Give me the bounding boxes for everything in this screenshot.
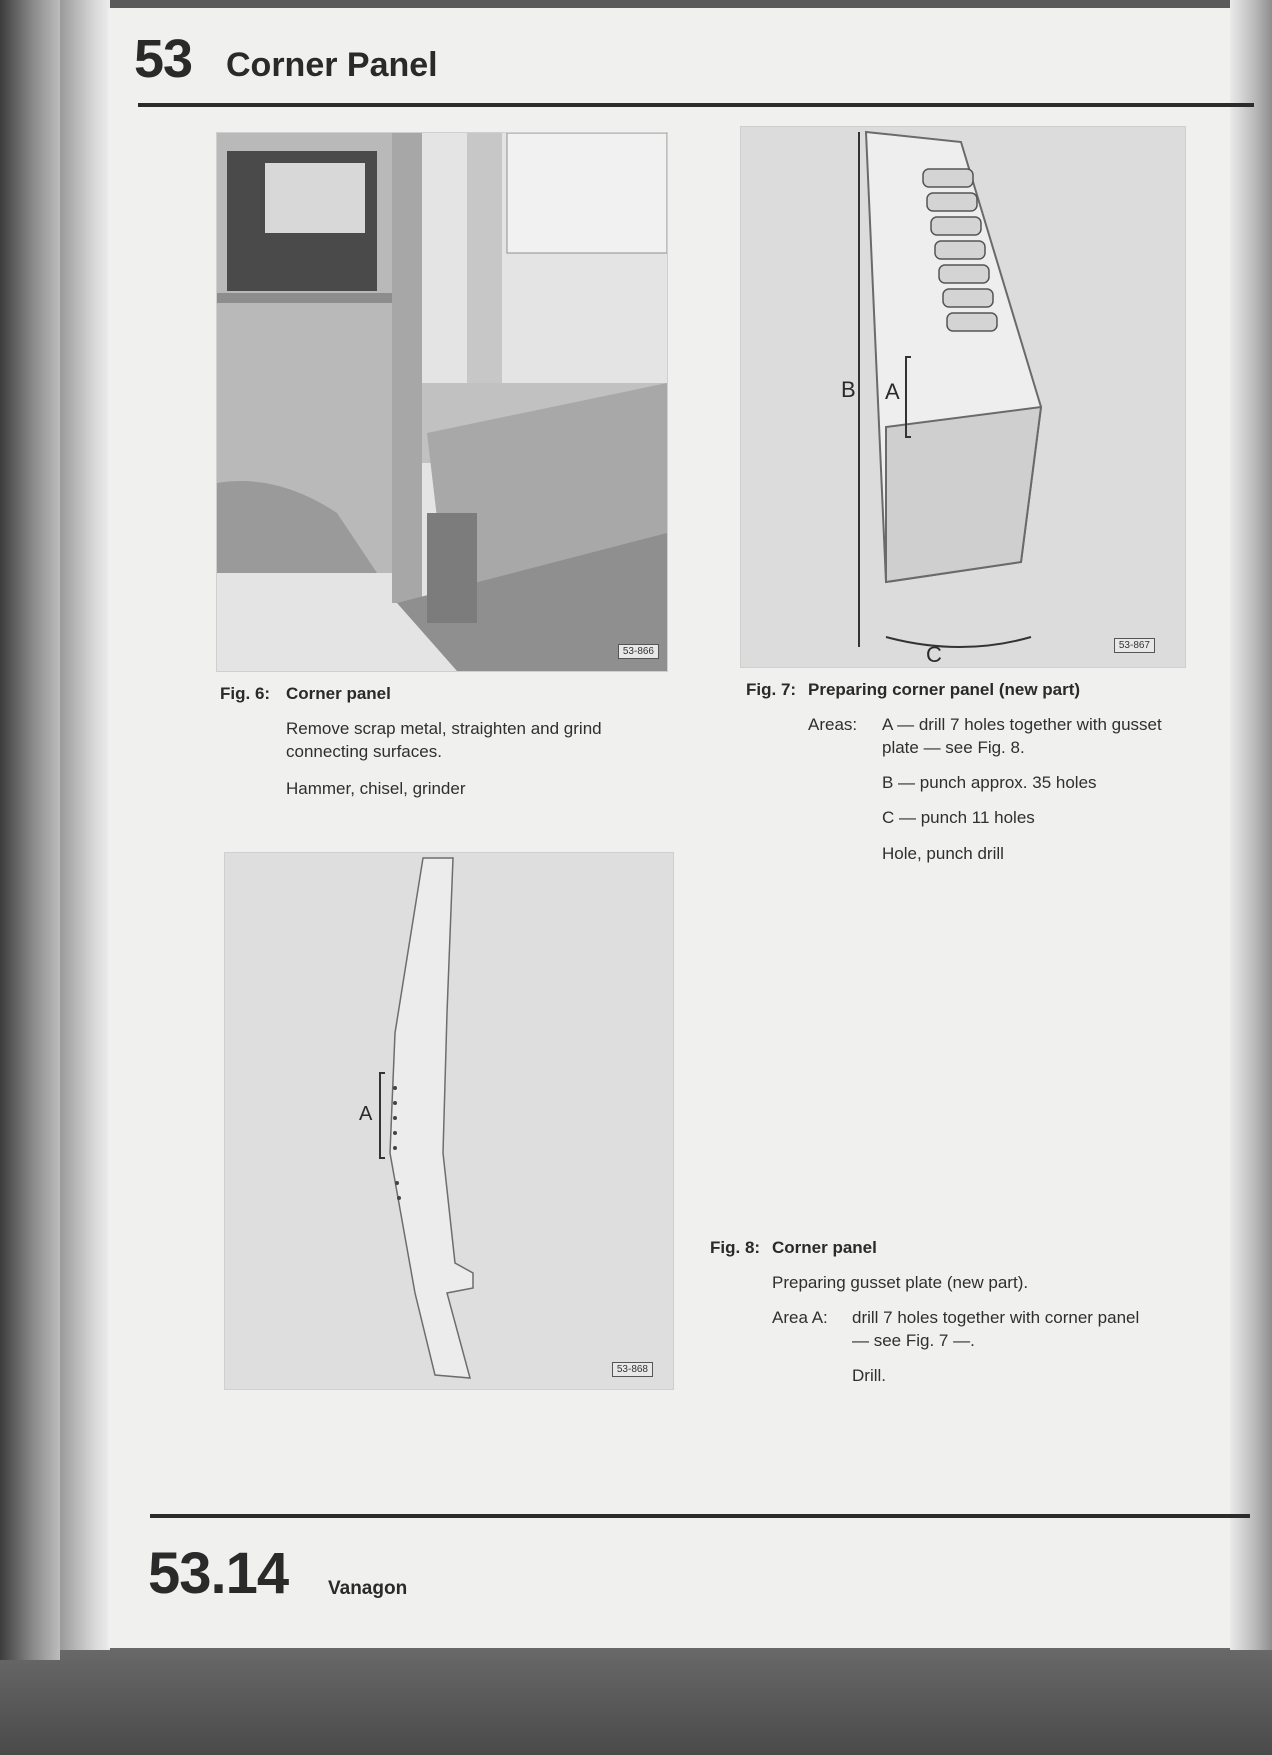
fig8-area-text: drill 7 holes together with corner panel — see Fig. 7 —. (852, 1308, 1140, 1350)
fig8-tools: Drill. (852, 1366, 886, 1385)
footer-rule (150, 1514, 1250, 1518)
fig7-area-b: B — punch approx. 35 holes (882, 773, 1097, 792)
fig6-text: Remove scrap metal, straighten and grind connecting surfaces. (286, 719, 602, 761)
fig7-label: Fig. 7: (746, 680, 797, 699)
fig7-callout-b: B (841, 377, 856, 402)
fig8-area-label: Area A: (772, 1308, 828, 1327)
fig7-title: Preparing corner panel (new part) (808, 680, 1081, 699)
fig7-area-c: C — punch 11 holes (882, 808, 1035, 827)
fig8-title: Corner panel (772, 1238, 877, 1257)
van-corner-illustration (217, 133, 667, 671)
fig7-area-a: A — drill 7 holes together with gusset plate — see Fig. 8. (882, 715, 1162, 757)
fig8-text: Preparing gusset plate (new part). (772, 1273, 1029, 1292)
fig8-label: Fig. 8: (710, 1238, 761, 1257)
fig8-callout-a: A (359, 1103, 373, 1125)
fig7-callout-a: A (885, 379, 900, 404)
fig7-areas-label: Areas: (808, 715, 858, 734)
header-rule (138, 103, 1254, 107)
vehicle-model: Vanagon (328, 1578, 408, 1599)
fig6-photo-number: 53-866 (618, 644, 659, 659)
fig6-label: Fig. 6: (220, 684, 271, 703)
fig7-photo (740, 126, 1186, 668)
fig6-photo (216, 132, 668, 672)
book-spine-shadow (0, 0, 60, 1660)
fig7-tools: Hole, punch drill (882, 844, 1004, 863)
fig8-photo (224, 852, 674, 1390)
page-edge-shadow (1230, 0, 1272, 1650)
fig6-title: Corner panel (286, 684, 391, 703)
page-number: 53.14 (148, 1541, 289, 1606)
gusset-plate-illustration (225, 853, 673, 1389)
fig7-photo-number: 53-867 (1114, 638, 1155, 653)
corner-panel-illustration (741, 127, 1185, 667)
section-number: 53 (134, 29, 193, 89)
fig7-callout-c: C (926, 642, 942, 667)
page-curl-shadow (60, 0, 110, 1650)
fig8-photo-number: 53-868 (612, 1362, 653, 1377)
scan-background (0, 1640, 1272, 1755)
fig6-tools: Hammer, chisel, grinder (286, 779, 466, 798)
section-title: Corner Panel (226, 46, 438, 84)
